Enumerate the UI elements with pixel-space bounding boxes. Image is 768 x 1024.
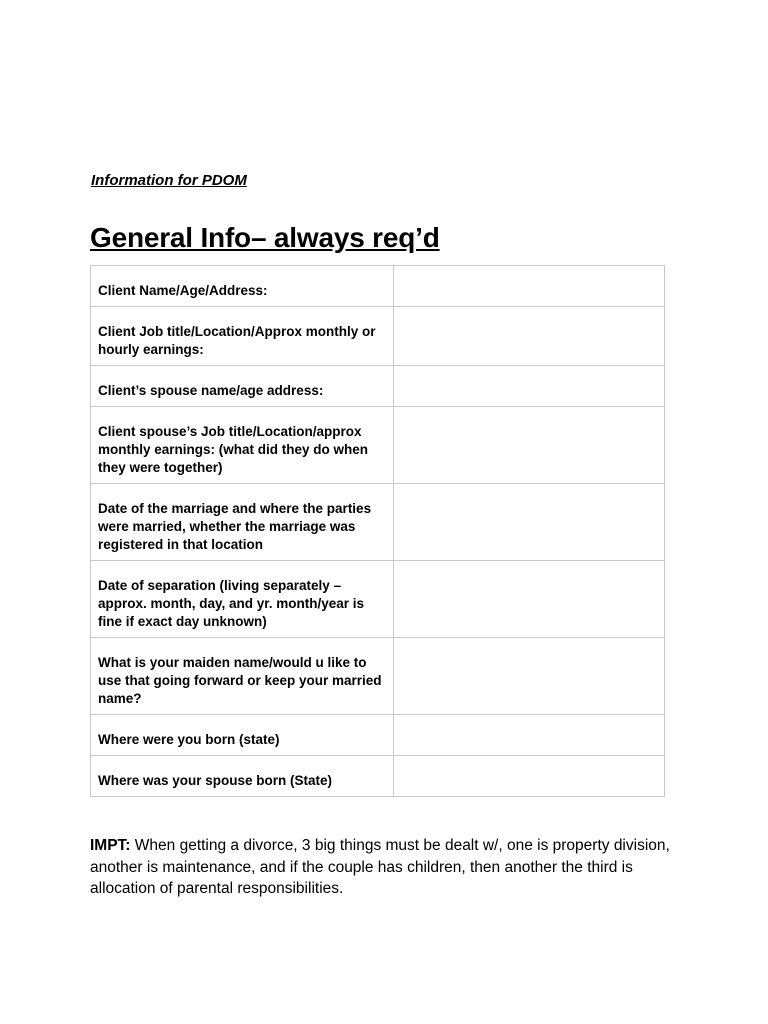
row-value-spouse-birthplace[interactable] bbox=[394, 756, 665, 797]
row-label-marriage-date: Date of the marriage and where the parties were married, whether the marriage was registered in that location bbox=[91, 484, 394, 561]
table-row bbox=[91, 561, 665, 638]
row-value-separation-date[interactable] bbox=[394, 561, 665, 638]
row-value-client-name[interactable] bbox=[394, 266, 665, 307]
important-note-label: IMPT: bbox=[90, 837, 131, 854]
general-info-table bbox=[90, 265, 665, 797]
row-label-spouse-name: Client’s spouse name/age address: bbox=[91, 366, 394, 407]
table-row bbox=[91, 407, 665, 484]
table-row bbox=[91, 266, 665, 307]
table-row bbox=[91, 715, 665, 756]
row-label-client-job: Client Job title/Location/Approx monthly or hourly earnings: bbox=[91, 307, 394, 366]
row-value-client-birthplace[interactable] bbox=[394, 715, 665, 756]
row-value-spouse-name[interactable] bbox=[394, 366, 665, 407]
table-row bbox=[91, 484, 665, 561]
important-note-text: When getting a divorce, 3 big things must be dealt w/, one is property division, another is maintenance, and if the couple has children, then another the third is allocation of parental responsibilities. bbox=[90, 837, 670, 897]
important-note bbox=[90, 835, 680, 900]
document-title: General Info– always req’d bbox=[90, 222, 440, 253]
row-value-maiden-name[interactable] bbox=[394, 638, 665, 715]
table-row bbox=[91, 366, 665, 407]
table-row bbox=[91, 307, 665, 366]
row-label-client-birthplace: Where were you born (state) bbox=[91, 715, 394, 756]
row-label-spouse-job: Client spouse’s Job title/Location/approx monthly earnings: (what did they do when they were together) bbox=[91, 407, 394, 484]
table-row bbox=[91, 638, 665, 715]
table-row bbox=[91, 756, 665, 797]
row-label-maiden-name: What is your maiden name/would u like to use that going forward or keep your married name? bbox=[91, 638, 394, 715]
row-label-spouse-birthplace: Where was your spouse born (State) bbox=[91, 756, 394, 797]
row-label-client-name: Client Name/Age/Address: bbox=[91, 266, 394, 307]
document-subtitle: Information for PDOM bbox=[91, 172, 247, 189]
row-value-client-job[interactable] bbox=[394, 307, 665, 366]
row-value-marriage-date[interactable] bbox=[394, 484, 665, 561]
row-label-separation-date: Date of separation (living separately – approx. month, day, and yr. month/year is fine if exact day unknown) bbox=[91, 561, 394, 638]
row-value-spouse-job[interactable] bbox=[394, 407, 665, 484]
